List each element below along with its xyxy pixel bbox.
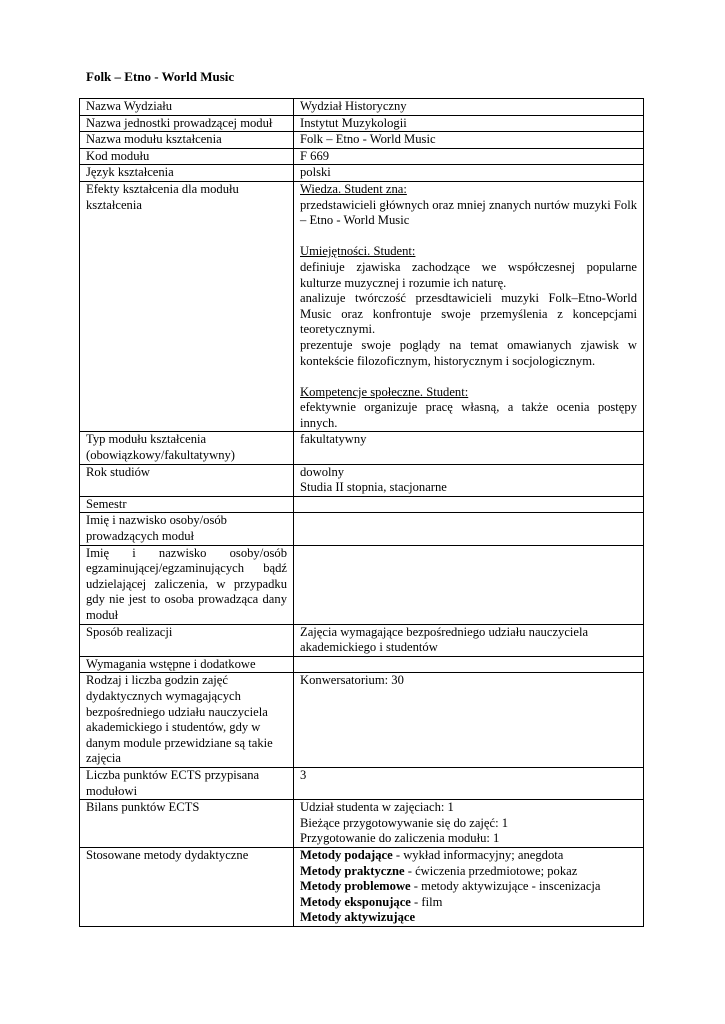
kompetencje-text: efektywnie organizuje pracę własną, a także ocenia postępy innych. <box>300 400 637 430</box>
table-row <box>80 115 644 132</box>
value-rok <box>294 464 644 496</box>
label-rok: Rok studiów <box>80 464 294 496</box>
table-row <box>80 545 644 624</box>
label-wydzial: Nazwa Wydziału <box>80 99 294 116</box>
umiejetnosci-item: prezentuje swoje poglądy na temat omawianych zjawisk w kontekście filozoficznym, historycznym i socjologicznym. <box>300 337 637 368</box>
label-ects: Liczba punktów ECTS przypisana modułowi <box>80 767 294 799</box>
table-row <box>80 673 644 768</box>
bilans-line: Przygotowanie do zaliczenia modułu: 1 <box>300 831 500 846</box>
value-semestr <box>294 496 644 513</box>
metoda-name: Metody eksponujące <box>300 894 411 909</box>
label-prowadzacy: Imię i nazwisko osoby/osób prowadzących moduł <box>80 513 294 545</box>
table-row <box>80 496 644 513</box>
metoda-item <box>300 910 637 926</box>
metoda-name: Metody podające <box>300 847 393 862</box>
metoda-name: Metody praktyczne <box>300 863 405 878</box>
label-rodzaj: Rodzaj i liczba godzin zajęć dydaktycznych wymagających bezpośredniego udziału nauczyciela akademickiego i studentów, gdy w danym module przewidziane są takie zajęcia <box>80 673 294 768</box>
value-typ: fakultatywny <box>294 432 644 464</box>
table-row <box>80 847 644 926</box>
label-semestr: Semestr <box>80 496 294 513</box>
document-title: Folk – Etno - World Music <box>86 69 235 84</box>
table-row <box>80 800 644 848</box>
value-jednostka: Instytut Muzykologii <box>294 115 644 132</box>
label-typ: Typ modułu kształcenia (obowiązkowy/fakultatywny) <box>80 432 294 464</box>
value-wymagania <box>294 656 644 673</box>
label-modul: Nazwa modułu kształcenia <box>80 132 294 149</box>
table-row <box>80 132 644 149</box>
value-prowadzacy <box>294 513 644 545</box>
value-jezyk: polski <box>294 165 644 182</box>
label-jezyk: Język kształcenia <box>80 165 294 182</box>
label-metody: Stosowane metody dydaktyczne <box>80 847 294 926</box>
bilans-line: Bieżące przygotowywanie się do zajęć: 1 <box>300 815 509 830</box>
value-ects: 3 <box>294 767 644 799</box>
table-row <box>80 464 644 496</box>
metoda-desc: - ćwiczenia przedmiotowe; pokaz <box>404 863 578 878</box>
table-row <box>80 148 644 165</box>
wiedza-heading: Wiedza. Student zna: <box>300 181 407 196</box>
value-bilans <box>294 800 644 848</box>
wiedza-text: przedstawicieli głównych oraz mniej znanych nurtów muzyki Folk – Etno - World Music <box>300 197 637 228</box>
value-egzaminator <box>294 545 644 624</box>
table-row <box>80 624 644 656</box>
value-wydzial: Wydział Historyczny <box>294 99 644 116</box>
table-row <box>80 99 644 116</box>
metoda-desc: - film <box>410 894 443 909</box>
umiejetnosci-heading: Umiejętności. Student: <box>300 244 416 259</box>
label-egzaminator: Imię i nazwisko osoby/osób egzaminującej/egzaminujących bądź udzielającej zaliczenia, w przypadku gdy nie jest to osoba prowadząca dany moduł <box>80 545 294 624</box>
label-jednostka: Nazwa jednostki prowadzącej moduł <box>80 115 294 132</box>
table-row <box>80 767 644 799</box>
metoda-desc: - metody aktywizujące - inscenizacja <box>410 879 601 894</box>
table-row <box>80 432 644 464</box>
label-kod: Kod modułu <box>80 148 294 165</box>
metoda-item <box>300 848 637 864</box>
table-row <box>80 656 644 673</box>
value-sposob: Zajęcia wymagające bezpośredniego udziału nauczyciela akademickiego i studentów <box>294 624 644 656</box>
value-metody <box>294 847 644 926</box>
metoda-item <box>300 879 637 895</box>
metoda-name: Metody aktywizujące <box>300 910 416 925</box>
module-table <box>79 98 644 927</box>
value-efekty <box>294 181 644 432</box>
value-rodzaj: Konwersatorium: 30 <box>294 673 644 768</box>
bilans-line: Udział studenta w zajęciach: 1 <box>300 800 454 815</box>
value-kod: F 669 <box>294 148 644 165</box>
umiejetnosci-item: definiuje zjawiska zachodzące we współczesnej popularne kulturze muzycznej i rozumie ich naturę. <box>300 259 637 290</box>
table-row <box>80 513 644 545</box>
table-row <box>80 165 644 182</box>
metoda-item <box>300 864 637 880</box>
label-efekty: Efekty kształcenia dla modułu kształcenia <box>80 181 294 432</box>
rok-line: dowolny <box>300 464 345 479</box>
metoda-item <box>300 895 637 911</box>
metoda-desc: - wykład informacyjny; anegdota <box>392 847 564 862</box>
label-sposob: Sposób realizacji <box>80 624 294 656</box>
label-wymagania: Wymagania wstępne i dodatkowe <box>80 656 294 673</box>
table-row <box>80 181 644 432</box>
label-bilans: Bilans punktów ECTS <box>80 800 294 848</box>
kompetencje-heading: Kompetencje społeczne. Student: <box>300 384 469 399</box>
value-modul: Folk – Etno - World Music <box>294 132 644 149</box>
metoda-name: Metody problemowe <box>300 879 411 894</box>
umiejetnosci-item: analizuje twórczość przesdtawicieli muzyki Folk–Etno-World Music oraz konfrontuje swoje przemyślenia z koncepcjami teoretycznymi. <box>300 291 637 337</box>
rok-line: Studia II stopnia, stacjonarne <box>300 480 447 495</box>
